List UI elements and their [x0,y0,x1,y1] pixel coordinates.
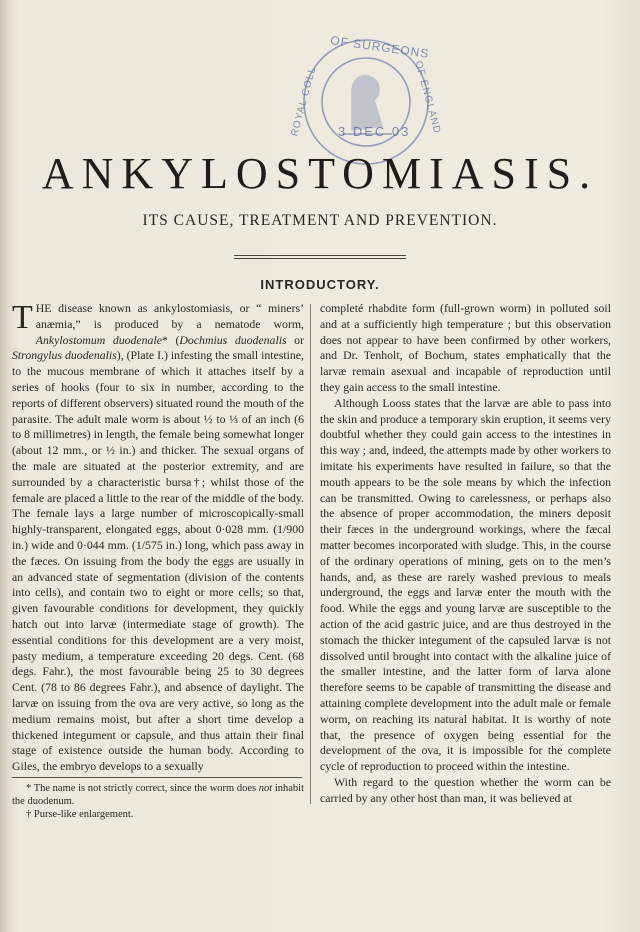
p1-text-a: HE disease known as ankylostomiasis, or “ miners’ anæmia,” is produced by a nematode worm, [35,301,304,331]
paragraph-r3: With regard to the question whether the worm can be carried by any other host than man, it was believed at [320,774,611,805]
ornament-rule-top [234,255,406,256]
section-heading: INTRODUCTORY. [260,277,380,292]
p1-species-name: Ankylostomum duodenale [35,332,162,347]
footnote-1-text-b: inhabit the duodenum. [12,782,304,807]
page-subtitle: ITS CAUSE, TREATMENT AND PREVENTION. [142,212,498,229]
footnote-1-emphasis: not [258,782,273,794]
page-title: ANKYLOSTOMIASIS. [41,149,599,198]
p1-text-d: ), (Plate I.) infesting the small intestine, to the mucous membrane of which it attaches itself by a series of hooks (four to six in number, according to the reports of different observers) situated round the mouth of the parasite. The adult male worm is about ½ to ⅓ of an inch (6 to 8 millimetres) in length, the female being somewhat longer (about 12 mm., or ½ in.) and thicker. The sexual organs of the male are situated at the posterior extremity, and are surrounded by a characteristic bursa†; whilst those of the female are placed a little to the rear of the middle of the body. The female lays a large number of microscopically-small highly-transparent, elongated eggs, about 0·028 mm. (1/900 in.) wide and 0·044 mm. (1/575 in.) long, which pass away in the fæces. On issuing from the body the eggs are usually in an advanced state of segmentation (division of the contents into cells), and contain two to eight or more cells; so that, given favourable conditions for development, they quickly hatch out into larvæ (intermediate stage of growth). The essential conditions for this development are a very moist, pasty medium, a temperature exceeding 20 degs. Cent. (68 degs. Fahr.), the most favourable being 25 to 30 degrees Cent. (78 to 86 degrees Fahr.), and absence of daylight. The larvæ on issuing from the ova are very active, so long as the medium remains moist, but after a short time develop a thickened integument or capsule, and thus attain their final stage of existence outside the human body. According to Giles, the embryo develops to a sexually [12,348,304,774]
stamp-date: 3 DEC 03 [338,124,411,139]
right-column [320,301,611,807]
left-column [12,301,304,821]
footnote-1-text-a: * The name is not strictly correct, since the worm does [26,782,259,794]
p1-synonym-1: Dochmius duodenalis [179,332,287,347]
p1-text-b: * ( [161,332,180,347]
footnote-1 [12,782,304,808]
column-divider [310,304,311,804]
stamp-text-top: OF SURGEONS [329,33,431,61]
stamp-text-left: ROYAL COLL [289,65,319,138]
ornament-rule-bottom [234,258,406,259]
footnote-2: † Purse-like enlargement. [26,808,134,820]
paragraph-r1: completé rhabdite form (full-grown worm) in polluted soil and at a sufficiently high temperature ; but this observation does not appear to have been confirmed by other workers, and Dr. Tenholt, of Bochum, states emphatically that the larvæ remain asexual and incapable of reproduction until they gain access to the small intestine. [320,301,611,394]
footnote-rule [12,777,302,778]
paragraph-r2: Although Looss states that the larvæ are able to pass into the skin and produce a temporary skin eruption, it seems very doubtful whether they could gain access to the intestines in this way ; and, indeed, the attempts made by other workers to imitate his experiments have resulted in failure, so that the mouth appears to be the sole means by which the infection can be transmitted. Owing to carelessness, or perhaps also the absence of proper accommodation, the miners deposit their fæces in the underground workings, where the fæcal matter becomes incorporated with sludge. This, in the course of the ordinary operations of mining, gets on to the men’s hands, and, as these are rarely washed previous to meals underground, the eggs and larvæ enter the mouth with the food. While the eggs and young larvæ are susceptible to the action of the acid gastric juice, and are thus destroyed in the stomach the thicker integument of the capsuled larvæ is not dissolved until brought into contact with the alkaline juice of the smaller intestine, and the latter form of larva alone therefore seems to be capable of transmitting the disease and attaining complete development into the adult male or female worm, on reaching its natural habitat. It is worthy of note that, the presence of oxygen being essential for the development of the ova, it is impossible for the complete cycle of reproduction to proceed within the intestine. [320,395,611,774]
paragraph-1 [12,301,304,775]
p1-synonym-2: Strongylus duodenalis [12,348,117,363]
stamp-text-right: OF ENGLAND [412,59,443,136]
drop-cap: T [12,299,33,336]
p1-text-c: or [286,332,305,347]
